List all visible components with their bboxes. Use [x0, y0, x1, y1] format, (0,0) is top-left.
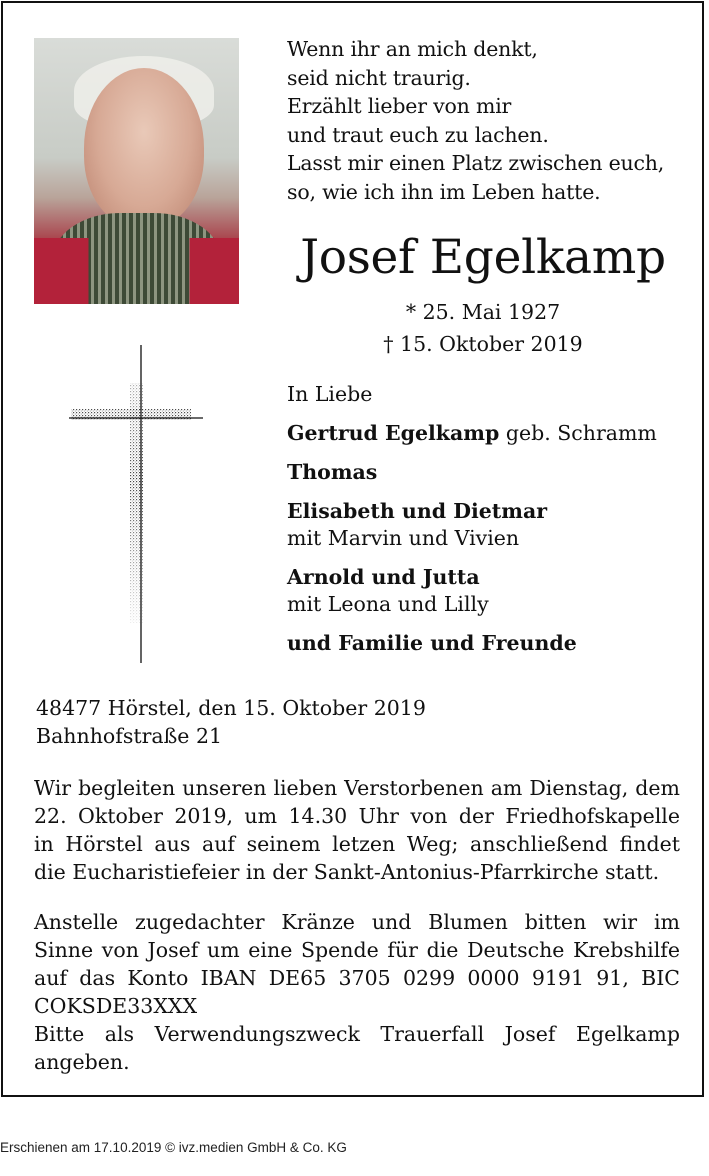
mourner-entry: [287, 564, 697, 618]
mourner-name: Gertrud Egelkamp: [287, 421, 500, 445]
mourner-note: geb. Schramm: [499, 421, 657, 445]
mourners-list: [287, 381, 697, 669]
cross-icon: [67, 343, 207, 665]
text-line: Bitte als Verwendungszweck Trauerfall Josef Egelkamp: [34, 1022, 680, 1046]
text-line: Anstelle zugedachter Kränze und Blumen bitten wir im: [34, 910, 680, 934]
mourner-sub: mit Marvin und Vivien: [287, 526, 520, 550]
mourner-name: Elisabeth und Dietmar: [287, 499, 548, 523]
portrait-photo: [34, 38, 239, 304]
birth-date: * 25. Mai 1927: [405, 300, 561, 324]
text-line: 22. Oktober 2019, um 14.30 Uhr von der Friedhofskapelle: [34, 804, 680, 828]
mourner-entry: [287, 498, 697, 552]
funeral-notice: [34, 774, 680, 886]
poem-line: Wenn ihr an mich denkt,: [287, 37, 538, 61]
text-line: die Eucharistiefeier in der Sankt-Antonius-Pfarrkirche statt.: [34, 860, 660, 884]
mourner-sub: mit Leona und Lilly: [287, 592, 489, 616]
place-line: 48477 Hörstel, den 15. Oktober 2019: [36, 696, 426, 720]
photo-face: [84, 68, 204, 228]
mourner-name: Arnold und Jutta: [287, 565, 480, 589]
text-line: auf das Konto IBAN DE65 3705 0299 0000 9191 91, BIC: [34, 966, 680, 990]
text-line: in Hörstel aus auf seinem letzen Weg; anschließend findet: [34, 832, 680, 856]
mourner-name: Thomas: [287, 460, 378, 484]
mourner-entry: [287, 630, 697, 657]
text-line: COKSDE33XXX: [34, 994, 198, 1018]
mourner-entry: [287, 420, 697, 447]
mourners-intro: In Liebe: [287, 382, 373, 406]
place-date: [36, 694, 536, 750]
text-line: angeben.: [34, 1050, 130, 1074]
poem-line: so, wie ich ihn im Leben hatte.: [287, 179, 601, 204]
poem-line: Erzählt lieber von mir: [287, 94, 512, 119]
text-line: Wir begleiten unseren lieben Verstorbenen am Dienstag, dem: [34, 776, 680, 800]
mourner-entry: [287, 459, 697, 486]
obituary-frame: [1, 1, 704, 1097]
poem-line: und traut euch zu lachen.: [287, 122, 549, 147]
death-date: † 15. Oktober 2019: [383, 332, 583, 356]
text-line: Sinne von Josef um eine Spende für die Deutsche Krebshilfe: [34, 938, 680, 962]
poem-line: Lasst mir einen Platz zwischen euch,: [287, 151, 665, 176]
donation-notice: [34, 908, 680, 1076]
poem-line: seid nicht traurig.: [287, 65, 471, 90]
life-dates: [287, 296, 679, 360]
mourner-name: und Familie und Freunde: [287, 631, 577, 655]
publication-footer: Erschienen am 17.10.2019 © ivz.medien GmbH & Co. KG: [0, 1140, 347, 1155]
poem: [287, 35, 687, 207]
photo-sweater: [34, 238, 239, 304]
street-line: Bahnhofstraße 21: [36, 724, 223, 748]
deceased-name: Josef Egelkamp: [300, 230, 666, 285]
